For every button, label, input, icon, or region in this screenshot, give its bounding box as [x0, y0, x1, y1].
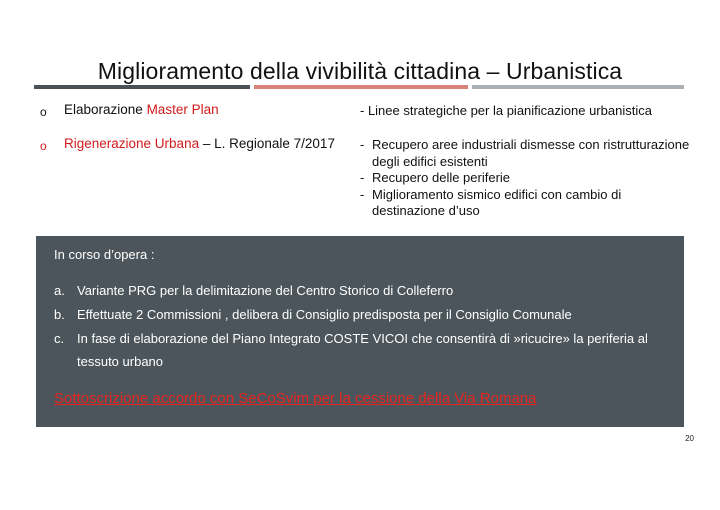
- panel-item-marker: b.: [54, 307, 65, 322]
- right-list: [360, 137, 690, 220]
- dash-marker: -: [360, 170, 365, 186]
- panel-item-text: Effettuate 2 Commissioni , delibera di Consiglio predisposta per il Consiglio Comunale: [77, 307, 572, 322]
- panel-item-continuation: tessuto urbano: [77, 354, 164, 369]
- right-list-item-text: Recupero delle periferie: [372, 170, 511, 186]
- right-item-linee-strategiche: - Linee strategiche per la pianificazione urbanistica: [360, 103, 652, 118]
- title-underline-gray: [472, 85, 684, 89]
- bullet-item-2-suffix: – L. Regionale 7/2017: [199, 136, 335, 151]
- in-progress-panel: [36, 236, 684, 427]
- right-list-item-text: Recupero aree industriali dismesse con ristrutturazione degli edifici esistenti: [372, 137, 690, 169]
- dash-marker: -: [360, 186, 365, 202]
- bullet-marker-2: o: [40, 139, 47, 153]
- panel-item-text: In fase di elaborazione del Piano Integrato COSTE VICOI che consentirà di »ricucire» la periferia al: [77, 331, 648, 346]
- panel-item-marker: c.: [54, 331, 65, 346]
- secosvim-agreement-link[interactable]: Sottoscrizione accordo con SeCoSvim per la cessione della Via Romana: [54, 390, 537, 407]
- title-underline-red: [254, 85, 468, 89]
- page-number: 20: [685, 434, 694, 443]
- panel-heading: In corso d’opera :: [54, 247, 155, 262]
- right-list-item: [360, 137, 690, 170]
- right-list-item: [360, 170, 690, 187]
- right-list-item-text: Miglioramento sismico edifici con cambio di destinazione d’uso: [372, 186, 622, 219]
- bullet-item-master-plan: [64, 101, 219, 118]
- bullet-item-2-highlight: Rigenerazione Urbana: [64, 136, 200, 151]
- title-underline-dark: [34, 85, 250, 89]
- bullet-item-rigenerazione: [64, 135, 335, 152]
- bullet-marker-1: o: [40, 105, 47, 119]
- dash-marker: -: [360, 137, 365, 152]
- panel-item-marker: a.: [54, 283, 65, 298]
- bullet-item-1-prefix: Elaborazione: [64, 102, 147, 117]
- panel-item-text: Variante PRG per la delimitazione del Centro Storico di Colleferro: [77, 283, 454, 298]
- right-list-item: [360, 187, 690, 220]
- page-title: Miglioramento della vivibilità cittadina – Urbanistica: [97, 58, 623, 84]
- bullet-item-1-highlight: Master Plan: [146, 102, 219, 117]
